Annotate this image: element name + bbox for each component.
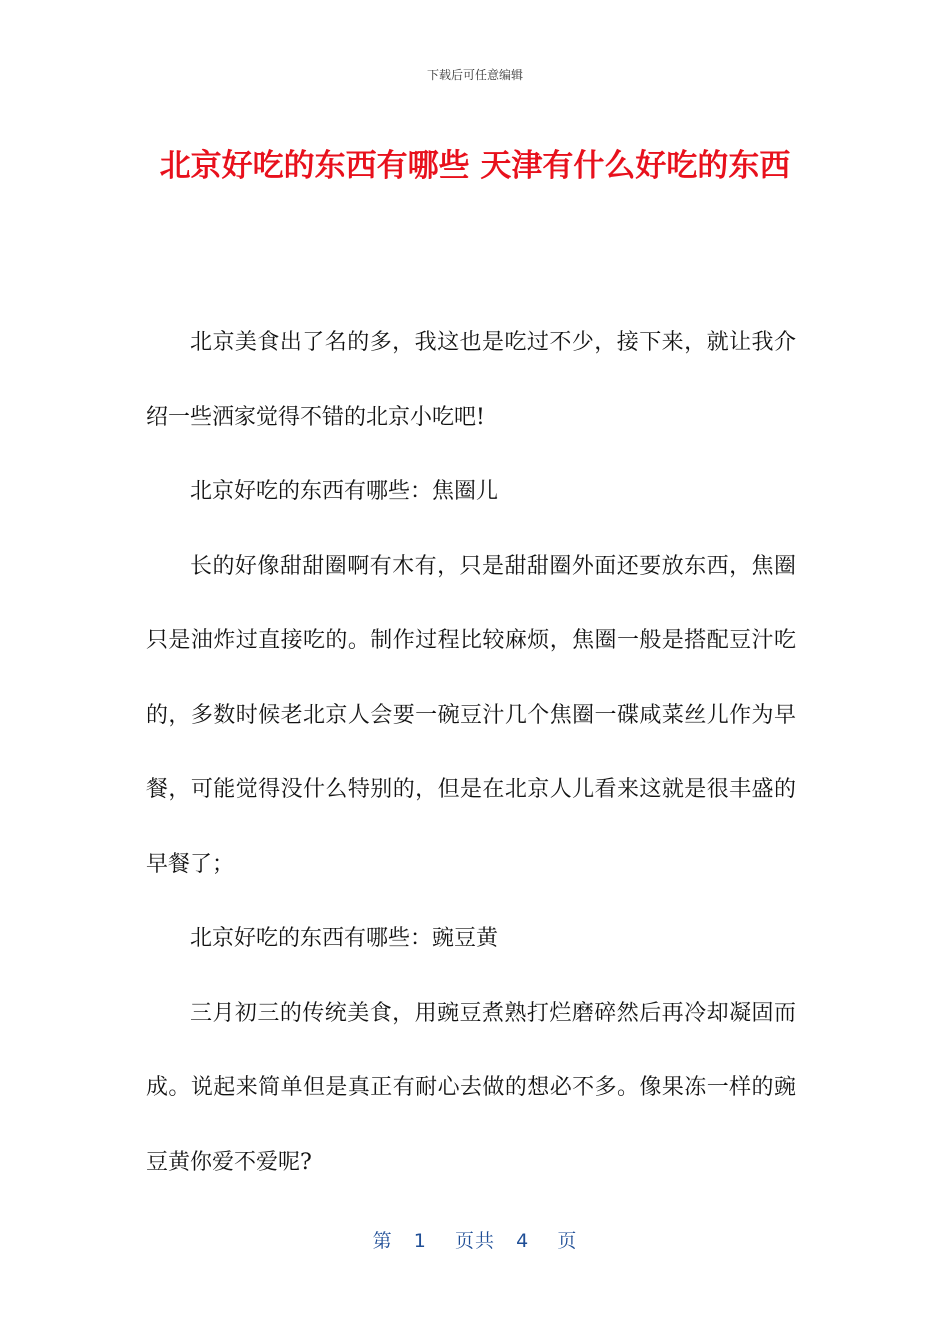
footer-suffix: 页 [557, 1230, 578, 1252]
paragraph-jiaoquan: 长的好像甜甜圈啊有木有，只是甜甜圈外面还要放东西，焦圈只是油炸过直接吃的。制作过程比较麻烦，焦圈一般是搭配豆汁吃的，多数时候老北京人会要一碗豆汁几个焦圈一碟咸菜丝儿作为早餐，可能觉得没什么特别的，但是在北京人儿看来这就是很丰盛的早餐了； [146, 553, 796, 877]
document-body [146, 306, 796, 1200]
paragraph-intro: 北京美食出了名的多，我这也是吃过不少，接下来，就让我介绍一些洒家觉得不错的北京小吃吧! [146, 330, 796, 430]
footer-middle: 页共 [454, 1230, 495, 1252]
footer-total-pages: 4 [516, 1230, 530, 1252]
page-footer [0, 1226, 950, 1253]
paragraph-heading-wandouhuang: 北京好吃的东西有哪些：豌豆黄 [190, 926, 499, 951]
paragraph-heading-jiaoquan: 北京好吃的东西有哪些：焦圈儿 [190, 479, 499, 504]
footer-prefix: 第 [372, 1230, 393, 1252]
paragraph-wandouhuang: 三月初三的传统美食，用豌豆煮熟打烂磨碎然后再冷却凝固而成。说起来简单但是真正有耐心去做的想必不多。像果冻一样的豌豆黄你爱不爱呢? [146, 1000, 796, 1175]
footer-current-page: 1 [413, 1230, 427, 1252]
header-note: 下载后可任意编辑 [426, 68, 523, 82]
document-title: 北京好吃的东西有哪些 天津有什么好吃的东西 [159, 148, 791, 184]
